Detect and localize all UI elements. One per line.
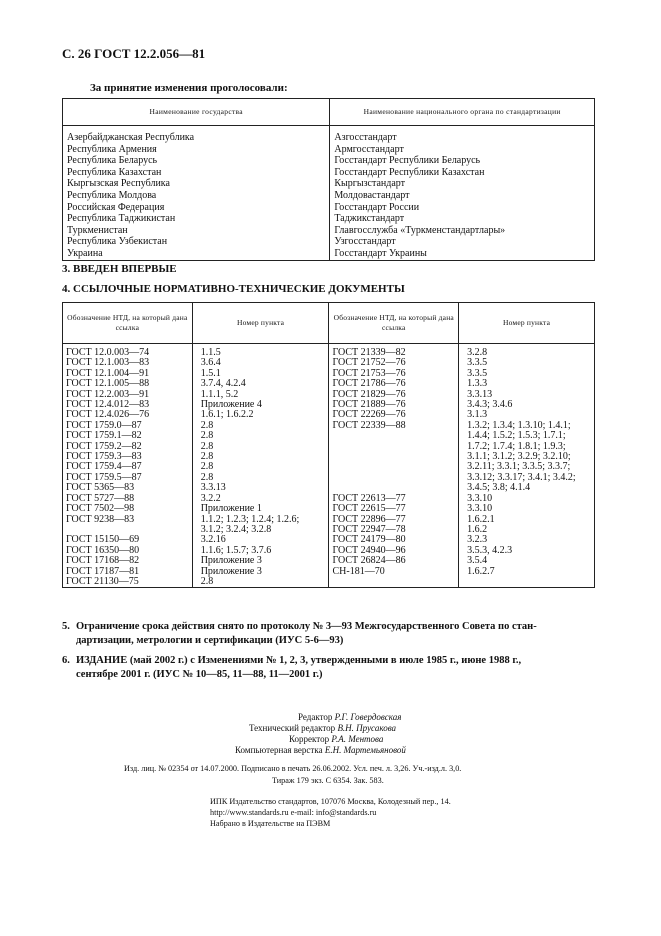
editor-line: Редактор Р.Г. Говердовская xyxy=(298,712,402,722)
cell-point-left: 1.5.1 xyxy=(192,369,329,379)
publisher-line2: http://www.standards.ru e-mail: info@standards.ru xyxy=(210,808,377,817)
cell-point-right: 1.7.2; 1.7.4; 1.8.1; 1.9.3; xyxy=(459,442,595,452)
cell-point-right: 3.4.3; 3.4.6 xyxy=(459,400,595,410)
cell-ntd-left: ГОСТ 12.2.003—91 xyxy=(63,390,193,400)
reference-row xyxy=(63,344,595,359)
cell-ntd-right xyxy=(329,431,459,441)
cell-ntd-right: ГОСТ 21889—76 xyxy=(329,400,459,410)
state-name: Украина xyxy=(63,248,330,260)
voting-row xyxy=(63,236,595,248)
section-6-number: 6. xyxy=(62,655,70,666)
voting-row xyxy=(63,190,595,202)
cell-ntd-right: ГОСТ 21752—76 xyxy=(329,358,459,368)
section-6 xyxy=(62,654,600,682)
cell-point-left: 2.8 xyxy=(192,421,329,431)
reference-row xyxy=(63,556,595,566)
cell-ntd-left: ГОСТ 1759.2—82 xyxy=(63,442,193,452)
section-3: 3. ВВЕДЕН ВПЕРВЫЕ xyxy=(62,263,177,275)
cell-point-left: 3.2.16 xyxy=(192,535,329,545)
voting-row xyxy=(63,144,595,156)
cell-ntd-left: ГОСТ 15150—69 xyxy=(63,535,193,545)
cell-ntd-left: ГОСТ 12.0.003—74 xyxy=(63,344,193,359)
cell-ntd-right: ГОСТ 22339—88 xyxy=(329,421,459,431)
cell-ntd-right: СН-181—70 xyxy=(329,567,459,577)
state-name: Республика Казахстан xyxy=(63,167,330,179)
reference-row xyxy=(63,577,595,588)
cell-point-left: 1.1.2; 1.2.3; 1.2.4; 1.2.6; xyxy=(192,515,329,525)
col-header-ntd-right: Обозначение НТД, на который дана ссылка xyxy=(329,303,459,344)
organ-name: Кыргызстандарт xyxy=(330,178,595,190)
cell-point-right: 3.3.5 xyxy=(459,369,595,379)
section-6-line1: ИЗДАНИЕ (май 2002 г.) с Изменениями № 1, 2, 3, утвержденными в июле 1985 г., июне 1988 г., xyxy=(76,655,522,666)
state-name: Республика Таджикистан xyxy=(63,213,330,225)
reference-row xyxy=(63,525,595,535)
cell-point-left: 1.1.5 xyxy=(192,344,329,359)
cell-ntd-left: ГОСТ 1759.0—87 xyxy=(63,421,193,431)
reference-row xyxy=(63,483,595,493)
state-name: Республика Армения xyxy=(63,144,330,156)
cell-point-right: 1.3.2; 1.3.4; 1.3.10; 1.4.1; xyxy=(459,421,595,431)
cell-ntd-left: ГОСТ 21130—75 xyxy=(63,577,193,588)
voting-row xyxy=(63,126,595,144)
organ-name: Армгосстандарт xyxy=(330,144,595,156)
cell-ntd-left: ГОСТ 16350—80 xyxy=(63,546,193,556)
cell-ntd-left: ГОСТ 12.4.026—76 xyxy=(63,410,193,420)
state-name: Республика Молдова xyxy=(63,190,330,202)
cell-ntd-left: ГОСТ 17187—81 xyxy=(63,567,193,577)
cell-point-left: 2.8 xyxy=(192,577,329,588)
state-name: Российская Федерация xyxy=(63,202,330,214)
cell-point-left: Приложение 3 xyxy=(192,556,329,566)
cell-point-right: 3.2.11; 3.3.1; 3.3.5; 3.3.7; xyxy=(459,462,595,472)
organ-name: Госстандарт Республики Казахстан xyxy=(330,167,595,179)
cell-ntd-right: ГОСТ 21786—76 xyxy=(329,379,459,389)
section-6-line2: сентябре 2001 г. (ИУС № 10—85, 11—88, 11—2001 г.) xyxy=(76,669,323,680)
state-name: Кыргызская Республика xyxy=(63,178,330,190)
cell-point-left: 3.1.2; 3.2.4; 3.2.8 xyxy=(192,525,329,535)
cell-ntd-left: ГОСТ 12.4.012—83 xyxy=(63,400,193,410)
reference-row xyxy=(63,535,595,545)
cell-point-left: 2.8 xyxy=(192,462,329,472)
cell-ntd-left: ГОСТ 17168—82 xyxy=(63,556,193,566)
cell-ntd-left: ГОСТ 1759.1—82 xyxy=(63,431,193,441)
cell-ntd-right: ГОСТ 22613—77 xyxy=(329,494,459,504)
section-5-number: 5. xyxy=(62,621,70,632)
organ-name: Госстандарт Украины xyxy=(330,248,595,260)
cell-point-left: 2.8 xyxy=(192,452,329,462)
cell-ntd-left: ГОСТ 1759.3—83 xyxy=(63,452,193,462)
organ-name: Таджикстандарт xyxy=(330,213,595,225)
section-5 xyxy=(62,620,600,648)
cell-ntd-right: ГОСТ 22947—78 xyxy=(329,525,459,535)
cell-ntd-right: ГОСТ 22896—77 xyxy=(329,515,459,525)
publisher-line1: ИПК Издательство стандартов, 107076 Москва, Колодезный пер., 14. xyxy=(210,797,451,806)
state-name: Республика Беларусь xyxy=(63,155,330,167)
cell-point-left: 2.8 xyxy=(192,442,329,452)
section-4-title: 4. ССЫЛОЧНЫЕ НОРМАТИВНО-ТЕХНИЧЕСКИЕ ДОКУМЕНТЫ xyxy=(62,283,405,295)
col-header-organ: Наименование национального органа по стандартизации xyxy=(330,99,595,126)
cell-ntd-left: ГОСТ 5365—83 xyxy=(63,483,193,493)
cell-point-right: 3.1.1; 3.1.2; 3.2.9; 3.2.10; xyxy=(459,452,595,462)
cell-ntd-left: ГОСТ 7502—98 xyxy=(63,504,193,514)
col-header-num-right: Номер пункта xyxy=(459,303,595,344)
cell-point-right: 3.3.13 xyxy=(459,390,595,400)
cell-ntd-right: ГОСТ 24179—80 xyxy=(329,535,459,545)
col-header-ntd-left: Обозначение НТД, на который дана ссылка xyxy=(63,303,193,344)
cell-ntd-right: ГОСТ 24940—96 xyxy=(329,546,459,556)
corrector-line: Корректор Р.А. Ментова xyxy=(289,734,384,744)
col-header-num-left: Номер пункта xyxy=(192,303,329,344)
cell-point-right: 1.3.3 xyxy=(459,379,595,389)
cell-point-right: 1.6.2.7 xyxy=(459,567,595,577)
voting-row xyxy=(63,178,595,190)
cell-ntd-right xyxy=(329,462,459,472)
organ-name: Госстандарт Республики Беларусь xyxy=(330,155,595,167)
cell-point-right: 1.6.2.1 xyxy=(459,515,595,525)
cell-point-left: 1.6.1; 1.6.2.2 xyxy=(192,410,329,420)
cell-ntd-right: ГОСТ 21753—76 xyxy=(329,369,459,379)
cell-point-left: 3.2.2 xyxy=(192,494,329,504)
reference-row xyxy=(63,504,595,514)
voting-row xyxy=(63,248,595,260)
cell-ntd-right xyxy=(329,577,459,588)
reference-row xyxy=(63,546,595,556)
voting-row xyxy=(63,213,595,225)
publisher-line3: Набрано в Издательстве на ПЭВМ xyxy=(210,819,331,828)
cell-ntd-left: ГОСТ 1759.5—87 xyxy=(63,473,193,483)
organ-name: Азгосстандарт xyxy=(330,126,595,144)
cell-ntd-left: ГОСТ 5727—88 xyxy=(63,494,193,504)
voting-row xyxy=(63,225,595,237)
cell-ntd-right: ГОСТ 26824—86 xyxy=(329,556,459,566)
cell-point-left: 1.1.1, 5.2 xyxy=(192,390,329,400)
cell-ntd-right xyxy=(329,473,459,483)
print-info-line1: Изд. лиц. № 02354 от 14.07.2000. Подписано в печать 26.06.2002. Усл. печ. л. 3,26. Уч.-изд.л. 3,0. xyxy=(124,764,462,773)
tech-editor-line: Технический редактор В.Н. Прусакова xyxy=(249,723,397,733)
cell-ntd-right xyxy=(329,442,459,452)
cell-point-right: 3.2.8 xyxy=(459,344,595,359)
page-header: С. 26 ГОСТ 12.2.056—81 xyxy=(62,46,206,61)
state-name: Республика Узбекистан xyxy=(63,236,330,248)
cell-point-left: 2.8 xyxy=(192,431,329,441)
state-name: Туркменистан xyxy=(63,225,330,237)
voting-row xyxy=(63,202,595,214)
references-table xyxy=(62,302,595,588)
cell-point-right: 3.5.3, 4.2.3 xyxy=(459,546,595,556)
cell-point-right: 3.3.10 xyxy=(459,494,595,504)
cell-point-right: 3.3.5 xyxy=(459,358,595,368)
cell-point-left: Приложение 1 xyxy=(192,504,329,514)
cell-ntd-left: ГОСТ 12.1.003—83 xyxy=(63,358,193,368)
cell-point-right xyxy=(459,577,595,588)
cell-ntd-left: ГОСТ 9238—83 xyxy=(63,515,193,525)
layout-line: Компьютерная верстка Е.Н. Мартемьяновой xyxy=(235,745,406,755)
cell-point-right: 3.3.12; 3.3.17; 3.4.1; 3.4.2; xyxy=(459,473,595,483)
cell-ntd-right: ГОСТ 21829—76 xyxy=(329,390,459,400)
voting-title: За принятие изменения проголосовали: xyxy=(90,82,288,94)
section-5-line2: дартизации, метрологии и сертификации (ИУС 5-6—93) xyxy=(76,635,344,646)
organ-name: Молдовастандарт xyxy=(330,190,595,202)
section-5-line1: Ограничение срока действия снято по протоколу № 3—93 Межгосударственного Совета по стан- xyxy=(76,621,537,632)
voting-table xyxy=(62,98,595,261)
cell-point-left: 3.3.13 xyxy=(192,483,329,493)
cell-ntd-left: ГОСТ 12.1.004—91 xyxy=(63,369,193,379)
reference-row xyxy=(63,567,595,577)
state-name: Азербайджанская Республика xyxy=(63,126,330,144)
cell-point-right: 1.4.4; 1.5.2; 1.5.3; 1.7.1; xyxy=(459,431,595,441)
voting-row xyxy=(63,155,595,167)
print-info-line2: Тираж 179 экз. С 6354. Зак. 583. xyxy=(272,776,384,785)
cell-ntd-left: ГОСТ 12.1.005—88 xyxy=(63,379,193,389)
cell-point-right: 3.4.5; 3.8; 4.1.4 xyxy=(459,483,595,493)
reference-row xyxy=(63,515,595,525)
cell-point-left: Приложение 3 xyxy=(192,567,329,577)
cell-point-right: 3.2.3 xyxy=(459,535,595,545)
cell-ntd-right: ГОСТ 22269—76 xyxy=(329,410,459,420)
organ-name: Главгосслужба «Туркменстандартлары» xyxy=(330,225,595,237)
cell-point-left: 2.8 xyxy=(192,473,329,483)
organ-name: Госстандарт России xyxy=(330,202,595,214)
cell-point-right: 3.1.3 xyxy=(459,410,595,420)
cell-point-left: Приложение 4 xyxy=(192,400,329,410)
reference-row xyxy=(63,494,595,504)
organ-name: Узгосстандарт xyxy=(330,236,595,248)
cell-point-right: 3.3.10 xyxy=(459,504,595,514)
cell-ntd-right xyxy=(329,452,459,462)
cell-ntd-right: ГОСТ 21339—82 xyxy=(329,344,459,359)
cell-point-left: 1.1.6; 1.5.7; 3.7.6 xyxy=(192,546,329,556)
cell-point-left: 3.7.4, 4.2.4 xyxy=(192,379,329,389)
col-header-state: Наименование государства xyxy=(63,99,330,126)
cell-ntd-left: ГОСТ 1759.4—87 xyxy=(63,462,193,472)
cell-ntd-right: ГОСТ 22615—77 xyxy=(329,504,459,514)
cell-point-right: 1.6.2 xyxy=(459,525,595,535)
voting-row xyxy=(63,167,595,179)
cell-point-right: 3.5.4 xyxy=(459,556,595,566)
cell-point-left: 3.6.4 xyxy=(192,358,329,368)
